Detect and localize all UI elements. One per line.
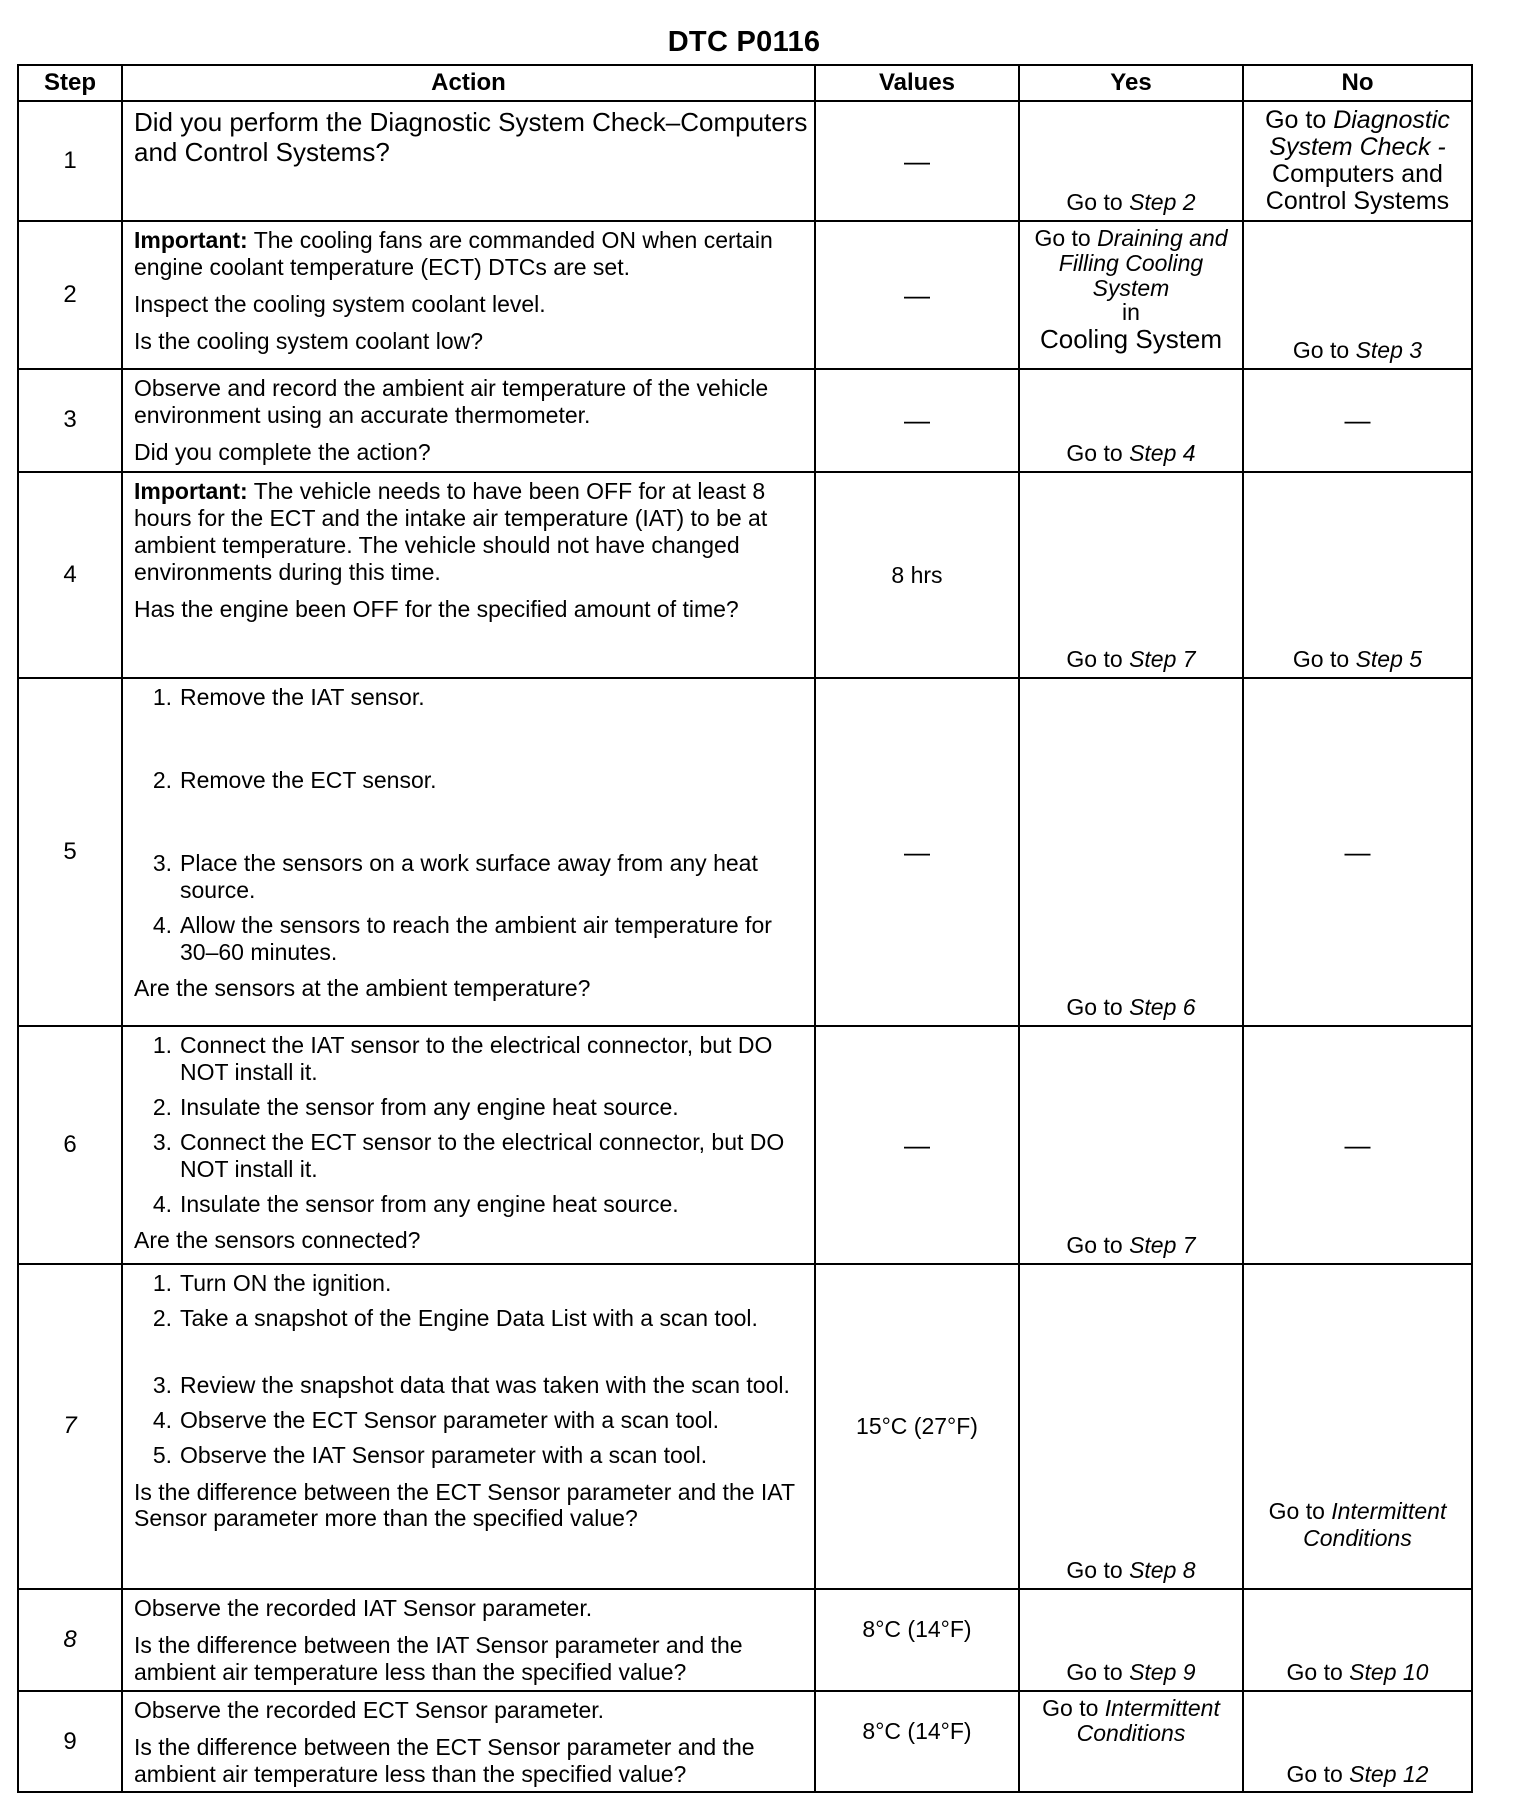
yes-cell: [1019, 1691, 1243, 1793]
list-item: 1. Turn ON the ignition.: [152, 1270, 392, 1296]
no-target-italic: Diagnostic System Check -: [1269, 106, 1450, 161]
no-cell: [1243, 1691, 1472, 1793]
go-to-label: Go to: [1034, 225, 1091, 251]
go-to-label: Go to: [1066, 1658, 1123, 1685]
header-no: No: [1243, 65, 1472, 101]
action-line: Observe the recorded IAT Sensor parameter.: [134, 1595, 593, 1621]
action-cell: [122, 221, 815, 369]
list-item: 5. Observe the IAT Sensor parameter with a scan tool.: [152, 1441, 708, 1468]
no-target: Step 5: [1355, 646, 1423, 673]
yes-target: Step 2: [1129, 189, 1196, 216]
go-to-label: Go to: [1066, 994, 1123, 1021]
no-target: Step 12: [1349, 1760, 1429, 1787]
no-cell: —: [1243, 1026, 1472, 1264]
step-number: 3: [18, 369, 122, 472]
action-line: Observe the recorded ECT Sensor parameter.: [134, 1696, 605, 1723]
action-cell: [122, 1264, 815, 1589]
yes-target: Step 8: [1129, 1557, 1196, 1584]
table-row: [18, 1691, 1472, 1793]
step-number: 4: [18, 472, 122, 678]
action-question: Did you complete the action?: [134, 438, 431, 465]
step-number: 2: [18, 221, 122, 369]
action-question: Are the sensors connected?: [134, 1227, 421, 1254]
yes-cell: [1019, 472, 1243, 678]
go-to-label: Go to: [1265, 106, 1327, 134]
step-number: 5: [18, 678, 122, 1026]
no-target-plain: Computers and Control Systems: [1265, 160, 1450, 215]
step-number: 7: [18, 1264, 122, 1589]
list-item: 3. Connect the ECT sensor to the electrical connector, but DO NOT install it.: [152, 1128, 785, 1182]
action-question: Has the engine been OFF for the specified amount of time?: [134, 595, 739, 622]
yes-cell: [1019, 1264, 1243, 1589]
header-values: Values: [815, 65, 1019, 101]
list-item: 4. Insulate the sensor from any engine heat source.: [152, 1190, 679, 1217]
action-question: Is the difference between the ECT Sensor parameter and the IAT Sensor parameter more than the specified value?: [134, 1478, 795, 1532]
step-number: 8: [18, 1589, 122, 1691]
action-text: Did you perform the Diagnostic System Check–Computers and Control Systems?: [134, 107, 808, 168]
yes-target-italic: Draining and Filling Cooling System: [1058, 225, 1228, 301]
yes-cell: [1019, 1589, 1243, 1691]
value-cell: 8°C (14°F): [815, 1589, 1019, 1691]
action-cell: [122, 1589, 815, 1691]
no-cell: —: [1243, 369, 1472, 472]
yes-target: Step 9: [1129, 1658, 1196, 1685]
page-title: DTC P0116: [667, 26, 821, 58]
yes-target: Step 4: [1129, 440, 1196, 467]
go-to-label: Go to: [1268, 1498, 1325, 1525]
table-row: [18, 678, 1472, 1026]
list-item: 2. Insulate the sensor from any engine heat source.: [152, 1093, 679, 1120]
action-question: Are the sensors at the ambient temperature?: [134, 975, 591, 1002]
go-to-label: Go to: [1066, 440, 1123, 467]
no-target: Step 10: [1349, 1658, 1429, 1685]
step-number: 9: [18, 1691, 122, 1793]
action-cell: [122, 472, 815, 678]
value-cell: 8°C (14°F): [815, 1691, 1019, 1793]
table-row: [18, 1026, 1472, 1264]
no-cell: —: [1243, 678, 1472, 1026]
action-cell: [122, 1691, 815, 1793]
list-item: 4. Observe the ECT Sensor parameter with a scan tool.: [152, 1406, 720, 1433]
yes-cell: [1019, 221, 1243, 369]
header-row: [18, 65, 1472, 101]
no-cell: [1243, 472, 1472, 678]
table-row: [18, 1589, 1472, 1691]
no-cell: [1243, 1589, 1472, 1691]
action-cell: [122, 369, 815, 472]
no-target: Step 3: [1355, 337, 1423, 364]
go-to-label: Go to: [1286, 1760, 1343, 1787]
yes-target: Step 7: [1129, 1232, 1196, 1259]
list-item: 2. Remove the ECT sensor.: [152, 766, 437, 793]
no-cell: [1243, 221, 1472, 369]
yes-target: Step 6: [1129, 994, 1196, 1021]
step-number: 1: [18, 101, 122, 221]
diagnostic-table: [17, 64, 1473, 1793]
important-text: The vehicle needs to have been OFF for at least 8 hours for the ECT and the intake air temperature (IAT) to be at ambient temperature. The vehicle should not have changed environments during this time.: [134, 478, 768, 585]
value-cell: —: [815, 101, 1019, 221]
go-to-label: Go to: [1292, 337, 1350, 364]
no-cell: [1243, 101, 1472, 221]
list-item: 4. Allow the sensors to reach the ambient air temperature for 30–60 minutes.: [152, 911, 772, 965]
no-cell: [1243, 1264, 1472, 1589]
go-to-label: Go to: [1286, 1658, 1343, 1685]
list-item: 2. Take a snapshot of the Engine Data List with a scan tool.: [152, 1304, 758, 1331]
yes-cell: [1019, 678, 1243, 1026]
important-label: Important:: [134, 227, 248, 253]
yes-cell: [1019, 369, 1243, 472]
action-question: Is the difference between the IAT Sensor parameter and the ambient air temperature less than the specified value?: [134, 1631, 743, 1685]
value-cell: 15°C (27°F): [815, 1264, 1019, 1589]
yes-target: Intermittent Conditions: [1076, 1694, 1220, 1746]
table-row: [18, 369, 1472, 472]
important-text: The cooling fans are commanded ON when certain engine coolant temperature (ECT) DTCs are set.: [134, 227, 773, 280]
action-line: Inspect the cooling system coolant level.: [134, 290, 546, 317]
value-cell: 8 hrs: [815, 472, 1019, 678]
important-label: Important:: [134, 478, 248, 504]
go-to-label: Go to: [1292, 646, 1350, 673]
go-to-label: Go to: [1042, 1694, 1099, 1721]
yes-in: in: [1122, 299, 1140, 326]
action-cell: [122, 101, 815, 221]
action-line: Observe and record the ambient air temperature of the vehicle environment using an accurate thermometer.: [134, 375, 769, 428]
action-cell: [122, 1026, 815, 1264]
go-to-label: Go to: [1066, 646, 1123, 673]
list-item: 1. Connect the IAT sensor to the electrical connector, but DO NOT install it.: [152, 1032, 773, 1085]
yes-target: Step 7: [1129, 646, 1196, 673]
value-cell: —: [815, 678, 1019, 1026]
yes-cell: [1019, 101, 1243, 221]
step-number: 6: [18, 1026, 122, 1264]
value-cell: —: [815, 1026, 1019, 1264]
table-row: [18, 1264, 1472, 1589]
table-row: [18, 221, 1472, 369]
header-step: Step: [18, 65, 122, 101]
yes-target-plain: Cooling System: [1039, 324, 1223, 355]
list-item: 3. Review the snapshot data that was taken with the scan tool.: [152, 1371, 790, 1398]
header-yes: Yes: [1019, 65, 1243, 101]
go-to-label: Go to: [1066, 1232, 1123, 1259]
table-row: [18, 101, 1472, 221]
action-cell: [122, 678, 815, 1026]
go-to-label: Go to: [1066, 1557, 1123, 1584]
no-target: Intermittent Conditions: [1303, 1498, 1447, 1552]
go-to-label: Go to: [1066, 189, 1123, 216]
table-row: [18, 472, 1472, 678]
yes-cell: [1019, 1026, 1243, 1264]
header-action: Action: [122, 65, 815, 101]
action-question: Is the difference between the ECT Sensor parameter and the ambient air temperature less than the specified value?: [134, 1733, 755, 1787]
action-question: Is the cooling system coolant low?: [134, 327, 484, 354]
value-cell: —: [815, 221, 1019, 369]
list-item: 1. Remove the IAT sensor.: [152, 684, 425, 710]
list-item: 3. Place the sensors on a work surface away from any heat source.: [152, 849, 758, 903]
value-cell: —: [815, 369, 1019, 472]
